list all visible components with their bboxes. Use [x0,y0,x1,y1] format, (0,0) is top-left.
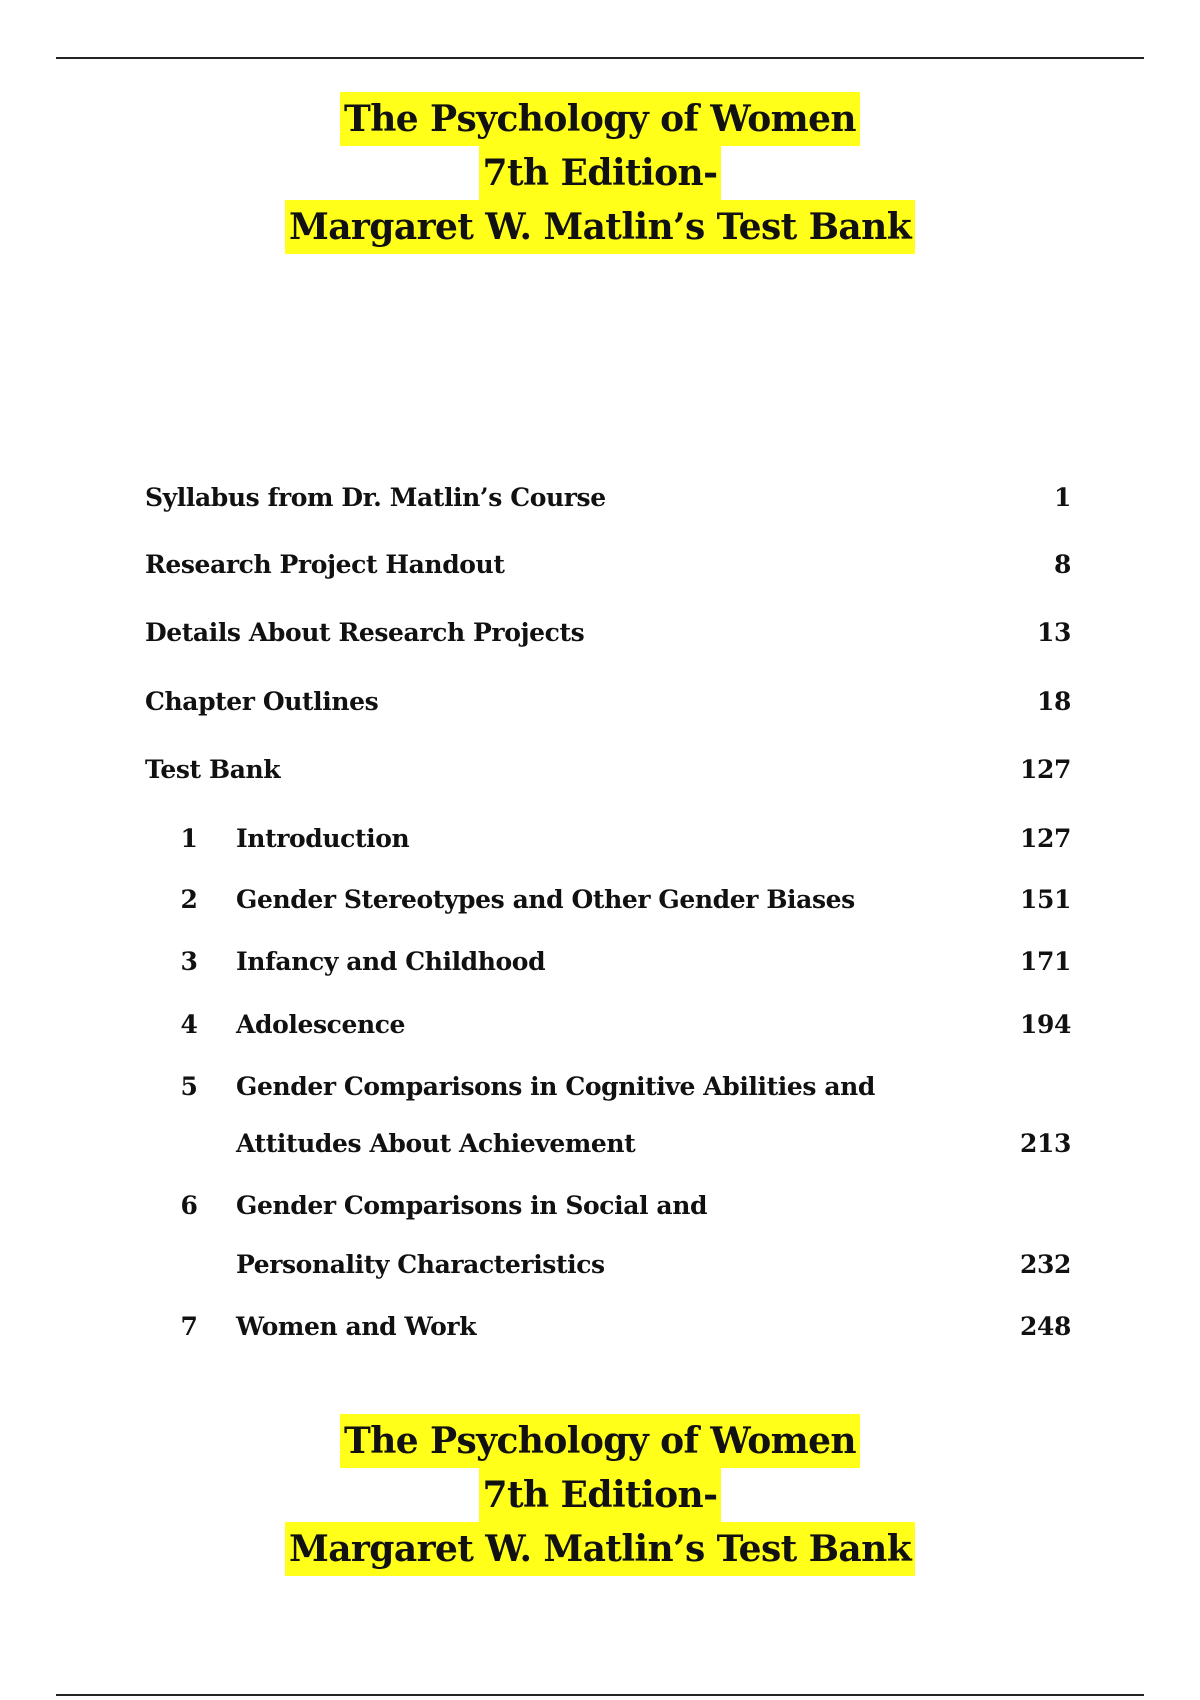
toc-chapter-4[interactable] [0,1005,1200,1045]
chapter-number: 7 [180,1312,198,1341]
chapter-title: Gender Stereotypes and Other Gender Biases [236,885,855,914]
bottom-rule [56,1694,1144,1696]
toc-chapter-3[interactable] [0,942,1200,982]
toc-item-research-project-handout[interactable] [0,545,1200,585]
footer-title-line-2: 7th Edition- [479,1468,722,1522]
toc-chapter-5[interactable] [0,1067,1200,1107]
chapter-page: 248 [1020,1312,1071,1341]
chapter-number: 6 [180,1191,198,1220]
chapter-title-line-1: Gender Comparisons in Cognitive Abilities and [236,1072,876,1101]
toc-item-label: Chapter Outlines [145,687,379,716]
header-title [0,92,1200,254]
header-title-line-3: Margaret W. Matlin’s Test Bank [285,200,915,254]
toc-chapter-5-continued[interactable] [0,1124,1200,1164]
toc-item-page: 18 [1037,687,1071,716]
toc-item-chapter-outlines[interactable] [0,682,1200,722]
chapter-title: Introduction [236,824,410,853]
chapter-page: 232 [1020,1250,1071,1279]
toc-item-label: Research Project Handout [145,550,505,579]
footer-title [0,1414,1200,1576]
header-title-line-2: 7th Edition- [479,146,722,200]
chapter-page: 151 [1020,885,1071,914]
toc-item-page: 8 [1054,550,1071,579]
top-rule [56,57,1144,59]
chapter-number: 4 [180,1010,198,1039]
chapter-title-line-2: Personality Characteristics [236,1250,605,1279]
toc-item-page: 127 [1020,755,1071,784]
chapter-title-line-1: Gender Comparisons in Social and [236,1191,708,1220]
chapter-number: 5 [180,1072,198,1101]
toc-chapter-6-continued[interactable] [0,1245,1200,1285]
chapter-page: 194 [1020,1010,1071,1039]
toc-item-test-bank[interactable] [0,750,1200,790]
toc-chapter-7[interactable] [0,1307,1200,1347]
chapter-number: 3 [180,947,198,976]
chapter-number: 2 [180,885,198,914]
header-title-line-1: The Psychology of Women [340,92,860,146]
toc-item-label: Test Bank [145,755,281,784]
chapter-page: 171 [1020,947,1071,976]
toc-item-page: 1 [1054,483,1071,512]
toc-item-label: Syllabus from Dr. Matlin’s Course [145,483,606,512]
chapter-title: Adolescence [236,1010,406,1039]
chapter-title: Women and Work [236,1312,477,1341]
toc-chapter-1[interactable] [0,819,1200,859]
chapter-page: 213 [1020,1129,1071,1158]
toc-chapter-6[interactable] [0,1186,1200,1226]
footer-title-line-3: Margaret W. Matlin’s Test Bank [285,1522,915,1576]
chapter-page: 127 [1020,824,1071,853]
chapter-title-line-2: Attitudes About Achievement [236,1129,636,1158]
footer-title-line-1: The Psychology of Women [340,1414,860,1468]
toc-item-syllabus[interactable] [0,478,1200,518]
toc-item-page: 13 [1037,618,1071,647]
toc-item-details-research-projects[interactable] [0,613,1200,653]
toc-chapter-2[interactable] [0,880,1200,920]
chapter-number: 1 [180,824,198,853]
chapter-title: Infancy and Childhood [236,947,546,976]
toc-item-label: Details About Research Projects [145,618,585,647]
